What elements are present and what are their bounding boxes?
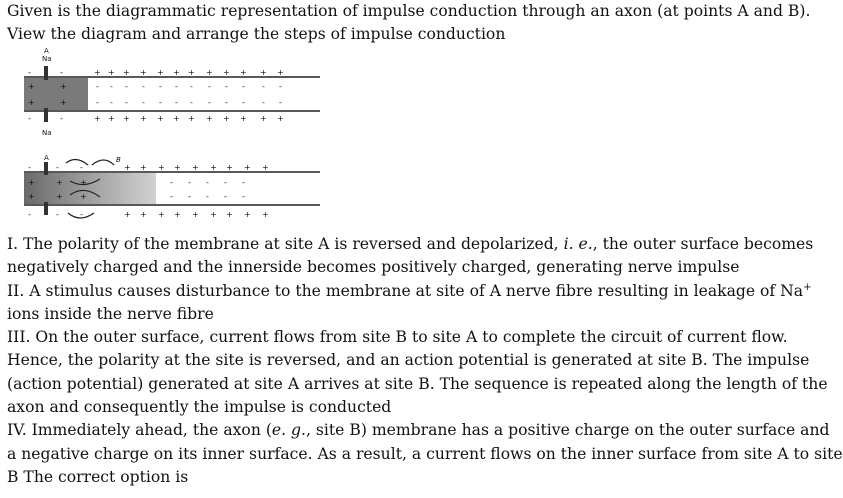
inner-minus-sign: - [279,98,282,107]
inner-minus-sign: - [242,82,245,91]
statements-list [7,233,843,489]
inner-minus-sign: - [159,98,162,107]
outer-plus-sign: + [174,210,181,219]
ion-channel-bottom-b [44,202,48,215]
inner-plus-sign: + [56,192,63,201]
label-na-bottom: Na [42,129,52,137]
outer-current-arrow-left [66,159,88,165]
label-a-bottom: A [44,154,49,162]
statement-4-line-3: B The correct option is [7,467,189,486]
inner-minus-sign: - [224,192,227,201]
outer-plus-sign: + [158,210,165,219]
outer-minus-sign: - [28,163,31,172]
outer-plus-sign: + [188,114,195,123]
outer-plus-sign: + [123,68,130,77]
inner-minus-sign: - [190,82,193,91]
outer-plus-sign: + [157,114,164,123]
inner-minus-sign: - [262,82,265,91]
inner-plus-sign: + [28,178,35,187]
outer-plus-sign: + [140,163,147,172]
inner-minus-sign: - [175,82,178,91]
statement-2-line-1: II. A stimulus causes disturbance to the membrane at site of A nerve fibre resulting in leakage of Na+ [7,281,812,300]
inner-plus-sign: + [80,178,87,187]
outer-minus-sign: - [28,68,31,77]
inner-plus-sign: + [60,98,67,107]
inner-minus-sign: - [125,82,128,91]
outer-plus-sign: + [206,114,213,123]
outer-minus-sign: - [60,114,63,123]
outer-minus-sign: - [80,210,83,219]
inner-minus-sign: - [159,82,162,91]
inner-plus-sign: + [80,192,87,201]
statement-3-line-3: (action potential) generated at site A arrives at site B. The sequence is repeated along the length of the [7,374,828,393]
ion-channel-bottom-a [44,108,48,122]
inner-minus-sign: - [206,178,209,187]
inner-plus-sign: + [56,178,63,187]
statement-2-line-2: ions inside the nerve fibre [7,304,214,323]
inner-minus-sign: - [188,192,191,201]
inner-minus-sign: - [242,98,245,107]
inner-minus-sign: - [175,98,178,107]
inner-minus-sign: - [262,98,265,107]
outer-plus-sign: + [223,114,230,123]
outer-plus-sign: + [192,163,199,172]
conducting-axon [24,154,320,219]
outer-current-arrow-right [92,160,114,165]
inner-minus-sign: - [170,178,173,187]
inner-minus-sign: - [110,98,113,107]
outer-plus-sign: + [240,68,247,77]
outer-plus-sign: + [244,163,251,172]
outer-minus-sign: - [28,210,31,219]
label-a-top: A [44,47,49,55]
depolarized-region-ab [24,173,156,204]
outer-plus-sign: + [260,114,267,123]
outer-plus-sign: + [108,68,115,77]
outer-plus-sign: + [262,163,269,172]
outer-plus-sign: + [173,114,180,123]
inner-minus-sign: - [96,82,99,91]
outer-minus-sign: - [56,210,59,219]
outer-plus-sign: + [226,163,233,172]
outer-plus-sign: + [210,163,217,172]
inner-minus-sign: - [125,98,128,107]
statement-3-line-4: axon and consequently the impulse is conducted [7,398,392,417]
inner-minus-sign: - [190,98,193,107]
outer-plus-sign: + [140,210,147,219]
outer-plus-sign: + [223,68,230,77]
inner-minus-sign: - [142,82,145,91]
statement-4-line-2: a negative charge on its inner surface. As a result, a current flows on the inner surface from site A to site [7,444,843,463]
ion-channel-top-a [44,66,48,80]
inner-minus-sign: - [279,82,282,91]
outer-plus-sign: + [124,210,131,219]
inner-minus-sign: - [110,82,113,91]
inner-plus-sign: + [28,82,35,91]
outer-plus-sign: + [158,163,165,172]
inner-minus-sign: - [206,192,209,201]
outer-plus-sign: + [277,68,284,77]
outer-plus-sign: + [188,68,195,77]
outer-plus-sign: + [140,114,147,123]
inner-minus-sign: - [242,192,245,201]
outer-plus-sign: + [206,68,213,77]
outer-plus-sign: + [226,210,233,219]
outer-plus-sign: + [244,210,251,219]
inner-plus-sign: + [60,82,67,91]
inner-minus-sign: - [188,178,191,187]
inner-minus-sign: - [242,178,245,187]
statement-1-line-2: negatively charged and the innerside becomes positively charged, generating nerve impulse [7,258,740,277]
inner-minus-sign: - [208,82,211,91]
inner-minus-sign: - [225,82,228,91]
outer-plus-sign: + [140,68,147,77]
question-text [7,0,810,47]
question-line-2: View the diagram and arrange the steps of impulse conduction [7,25,506,44]
inner-minus-sign: - [96,98,99,107]
outer-plus-sign: + [94,114,101,123]
inner-plus-sign: + [28,192,35,201]
outer-plus-sign: + [173,68,180,77]
inner-minus-sign: - [170,192,173,201]
statement-4-line-1: IV. Immediately ahead, the axon (e. g., site B) membrane has a positive charge on the outer surface and [7,421,830,440]
inner-minus-sign: - [142,98,145,107]
question-line-1: Given is the diagrammatic representation of impulse conduction through an axon (at points A and B). [7,2,811,20]
outer-plus-sign: + [174,163,181,172]
outer-minus-sign: - [56,163,59,172]
impulse-conduction-diagram [20,47,330,227]
statement-1-line-1: I. The polarity of the membrane at site A is reversed and depolarized, i. e., the outer surface becomes [7,235,814,253]
label-b: B [116,156,121,164]
outer-plus-sign: + [123,114,130,123]
outer-plus-sign: + [262,210,269,219]
outer-plus-sign: + [277,114,284,123]
inner-minus-sign: - [208,98,211,107]
outer-plus-sign: + [157,68,164,77]
label-na-top: Na [42,55,52,63]
statement-3-line-2: Hence, the polarity at the site is reversed, and an action potential is generated at site B. The impulse [7,351,810,370]
outer-plus-sign: + [240,114,247,123]
ion-channel-top-b [44,162,48,175]
outer-minus-sign: - [28,114,31,123]
outer-plus-sign: + [124,163,131,172]
outer-plus-sign: + [210,210,217,219]
resting-axon [24,47,320,137]
inner-plus-sign: + [28,98,35,107]
inner-minus-sign: - [224,178,227,187]
outer-minus-sign: - [80,163,83,172]
statement-3-line-1: III. On the outer surface, current flows from site B to site A to complete the circuit of current flow. [7,328,788,347]
outer-plus-sign: + [108,114,115,123]
outer-plus-sign: + [260,68,267,77]
outer-plus-sign: + [94,68,101,77]
inner-minus-sign: - [225,98,228,107]
outer-plus-sign: + [192,210,199,219]
outer-minus-sign: - [60,68,63,77]
